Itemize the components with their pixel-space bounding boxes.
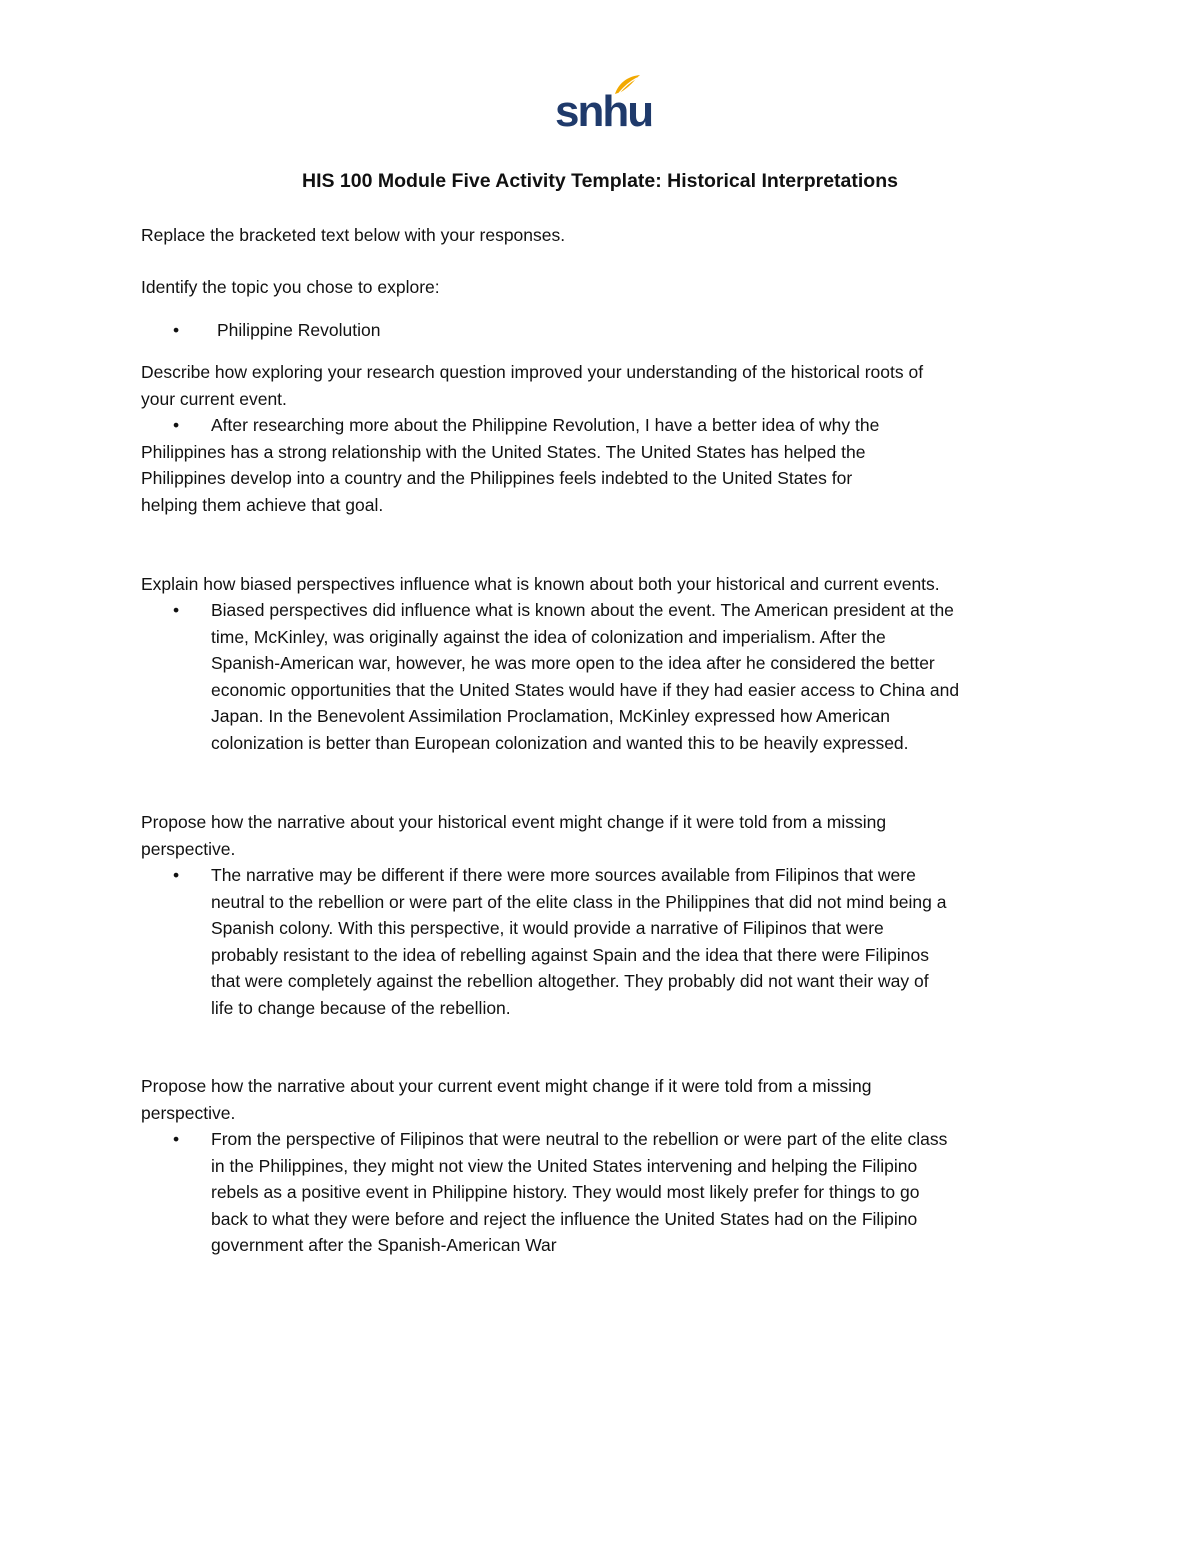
- bullet-icon: •: [173, 1129, 180, 1149]
- answer-line: helping them achieve that goal.: [141, 494, 384, 515]
- question-4-answer: [211, 1126, 1071, 1259]
- answer-line: time, McKinley, was originally against the idea of colonization and imperialism. After the: [211, 626, 886, 647]
- answer-line: government after the Spanish-American War: [211, 1235, 557, 1255]
- instruction-text: Replace the bracketed text below with your responses.: [141, 225, 566, 245]
- question-1-prompt: [141, 359, 923, 412]
- document-title: HIS 100 Module Five Activity Template: Historical Interpretations: [302, 170, 898, 192]
- question-1-answer: [141, 412, 879, 518]
- prompt-line: perspective.: [141, 838, 236, 859]
- prompt-line: your current event.: [141, 388, 287, 409]
- answer-line: After researching more about the Philippine Revolution, I have a better idea of why the: [211, 415, 880, 435]
- bullet-icon: •: [173, 415, 180, 435]
- topic-answer: Philippine Revolution: [217, 320, 381, 340]
- question-2-answer: [211, 597, 1071, 756]
- answer-line: in the Philippines, they might not view the United States intervening and helping the Filipino: [211, 1155, 918, 1176]
- prompt-line: Propose how the narrative about your current event might change if it were told from a missing: [141, 1076, 872, 1096]
- answer-line: Spanish-American war, however, he was more open to the idea after he considered the better: [211, 653, 935, 673]
- answer-line: probably resistant to the idea of rebelling against Spain and the idea that there were Filipinos: [211, 944, 929, 965]
- answer-line: economic opportunities that the United States would have if they had easier access to China and: [211, 679, 960, 700]
- answer-line: life to change because of the rebellion.: [211, 997, 511, 1018]
- answer-line: rebels as a positive event in Philippine history. They would most likely prefer for things to go: [211, 1182, 920, 1202]
- answer-line: From the perspective of Filipinos that were neutral to the rebellion or were part of the elite class: [211, 1129, 948, 1149]
- answer-line: Biased perspectives did influence what is known about the event. The American president at the: [211, 600, 954, 620]
- question-4-prompt: [141, 1073, 872, 1126]
- bullet-icon: •: [173, 320, 180, 340]
- logo-wordmark: snhu: [555, 87, 653, 136]
- answer-line: neutral to the rebellion or were part of the elite class in the Philippines that did not mind being a: [211, 891, 947, 912]
- snhu-logo: [555, 74, 653, 136]
- answer-line: colonization is better than European colonization and wanted this to be heavily expressed.: [211, 732, 909, 753]
- bullet-icon: •: [173, 865, 180, 885]
- answer-line: Philippines develop into a country and the Philippines feels indebted to the United States for: [141, 468, 853, 488]
- question-3-answer: [211, 862, 1071, 1021]
- topic-prompt: Identify the topic you chose to explore:: [141, 277, 440, 297]
- prompt-line: Propose how the narrative about your historical event might change if it were told from a missing: [141, 812, 887, 832]
- answer-line: Philippines has a strong relationship with the United States. The United States has helped the: [141, 441, 866, 462]
- answer-line: that were completely against the rebellion altogether. They probably did not want their way of: [211, 971, 929, 991]
- question-2-prompt: Explain how biased perspectives influence what is known about both your historical and current events.: [141, 574, 940, 594]
- prompt-line: Describe how exploring your research question improved your understanding of the historical roots of: [141, 362, 924, 382]
- prompt-line: perspective.: [141, 1102, 236, 1123]
- answer-line: Japan. In the Benevolent Assimilation Proclamation, McKinley expressed how American: [211, 706, 890, 726]
- answer-line: Spanish colony. With this perspective, it would provide a narrative of Filipinos that were: [211, 918, 884, 938]
- question-3-prompt: [141, 809, 886, 862]
- bullet-icon: •: [173, 600, 180, 620]
- answer-line: back to what they were before and reject the influence the United States had on the Filipino: [211, 1208, 918, 1229]
- answer-line: The narrative may be different if there were more sources available from Filipinos that were: [211, 865, 916, 885]
